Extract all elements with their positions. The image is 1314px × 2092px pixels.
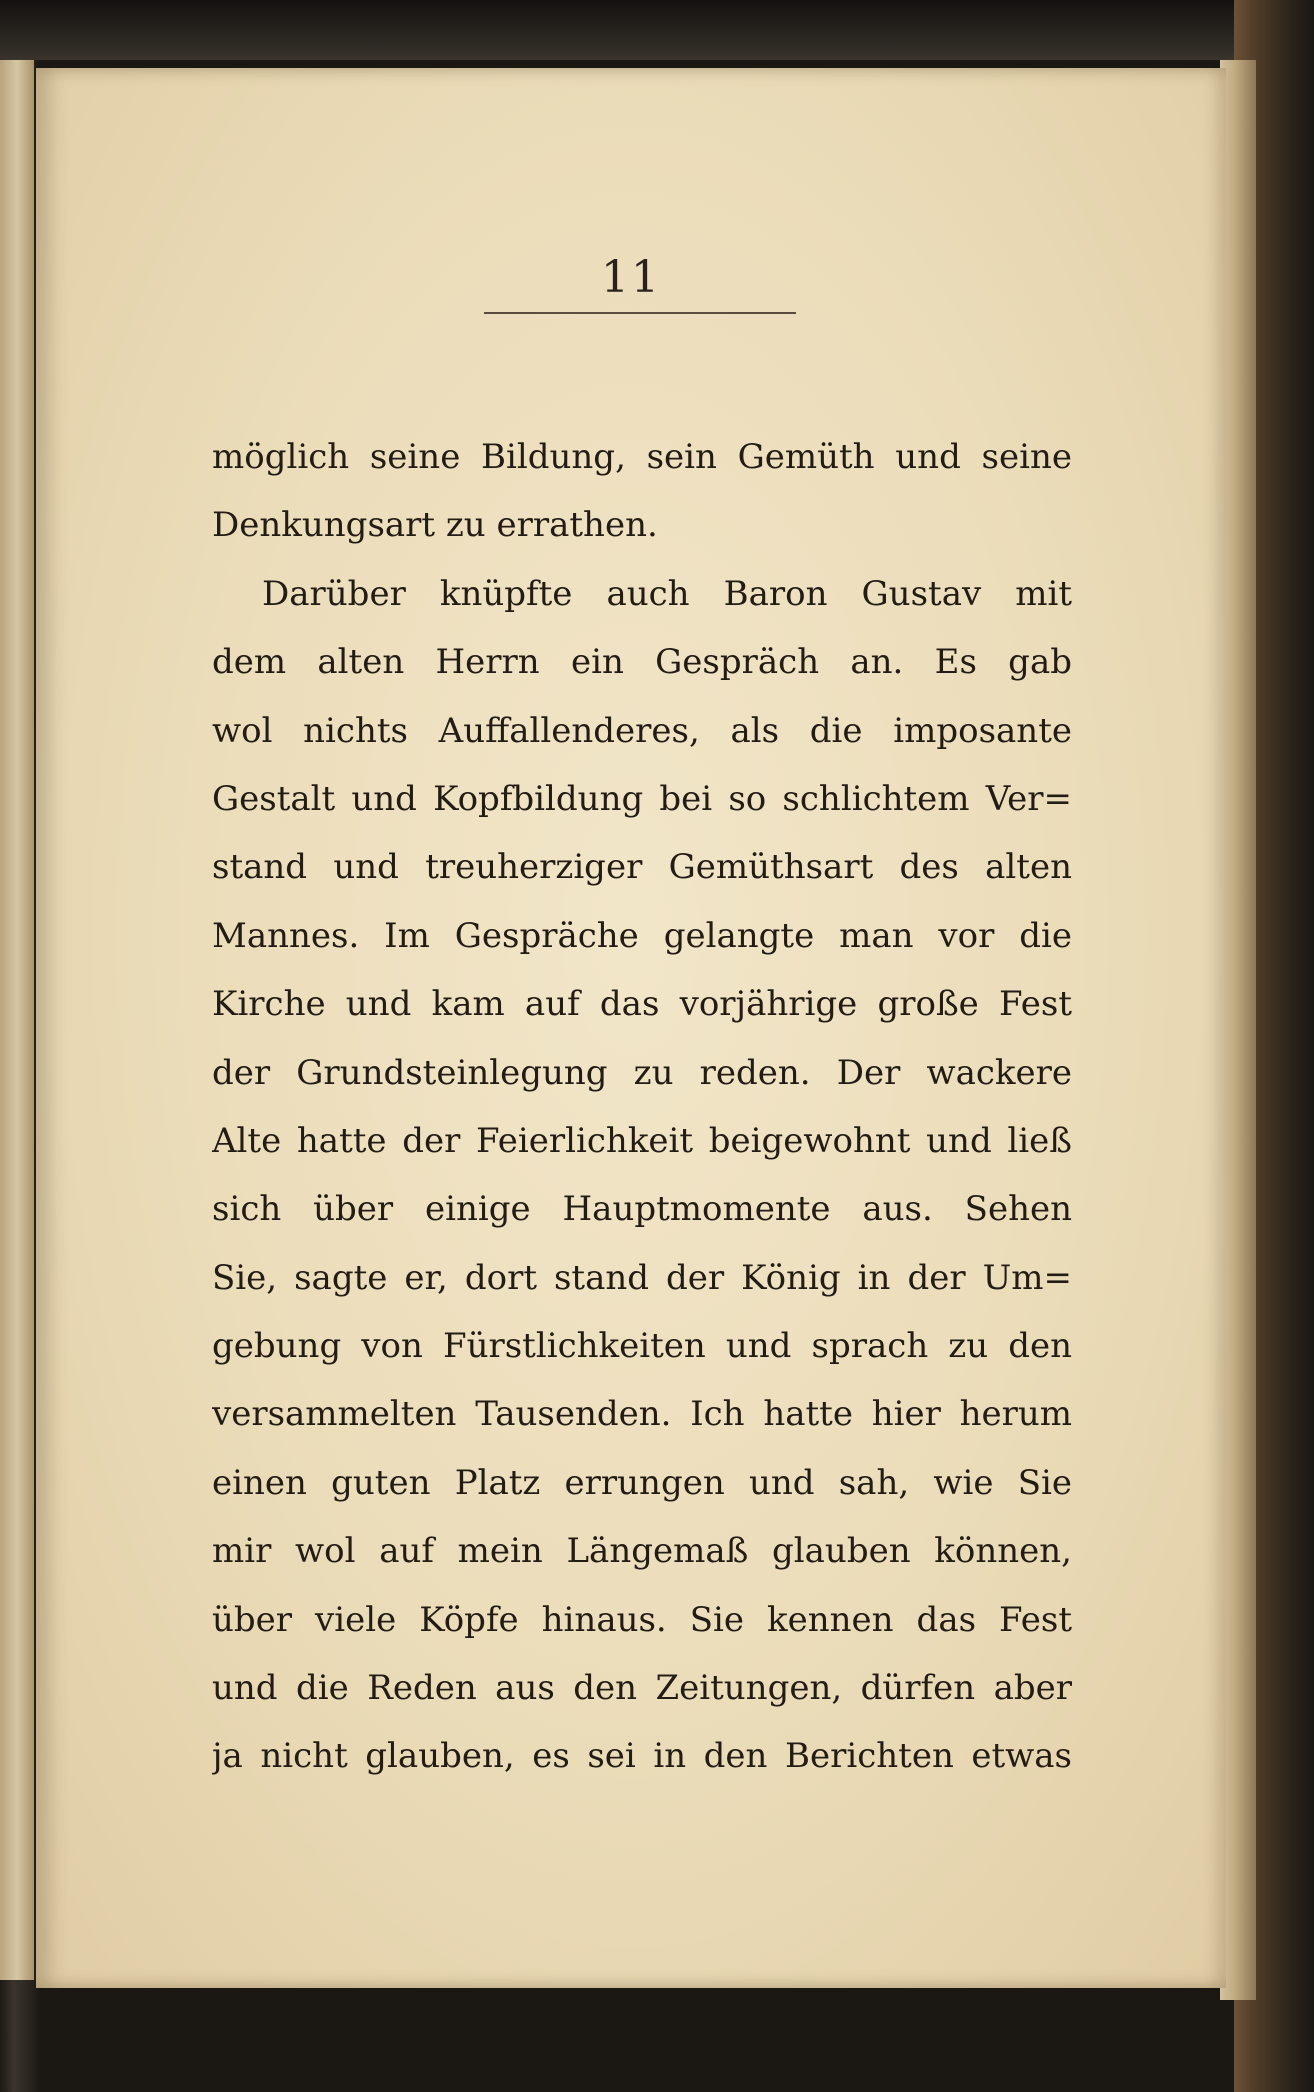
text-line: Kirche und kam auf das vorjährige große Fest [212,984,1072,1025]
body-text [212,423,1072,1791]
page-number: 11 [601,252,661,303]
text-line: dem alten Herrn ein Gespräch an. Es gab [212,642,1072,683]
book-page [36,68,1226,1988]
text-line: sich über einige Hauptmomente aus. Sehen [212,1189,1072,1230]
text-line: einen guten Platz errungen und sah, wie Sie [212,1462,1072,1503]
text-line: der Grundsteinlegung zu reden. Der wackere [212,1052,1072,1093]
text-line: Darüber knüpfte auch Baron Gustav mit [262,573,1072,614]
text-line: stand und treuherziger Gemüthsart des alten [212,847,1072,888]
text-line: Alte hatte der Feierlichkeit beigewohnt und ließ [212,1120,1072,1161]
facing-page-edge [0,60,34,1980]
text-line: Gestalt und Kopfbildung bei so schlichtem Ver= [212,778,1072,819]
text-line: und die Reden aus den Zeitungen, dürfen aber [212,1668,1072,1709]
header-rule [484,312,796,314]
text-line: mir wol auf mein Längemaß glauben können, [212,1531,1072,1572]
text-line: versammelten Tausenden. Ich hatte hier herum [212,1394,1072,1435]
text-line: möglich seine Bildung, sein Gemüth und seine [212,437,1072,477]
text-line: wol nichts Auffallenderes, als die imposante [212,710,1072,751]
text-line: über viele Köpfe hinaus. Sie kennen das Fest [212,1599,1072,1640]
text-line: Denkungsart zu errathen. [212,505,658,546]
text-line: gebung von Fürstlichkeiten und sprach zu den [212,1326,1072,1367]
text-line: Mannes. Im Gespräche gelangte man vor die [212,915,1072,956]
text-line: Sie, sagte er, dort stand der König in der Um= [212,1257,1072,1298]
text-line: ja nicht glauben, es sei in den Berichten etwas [212,1736,1072,1777]
book-binding-top [0,0,1314,60]
